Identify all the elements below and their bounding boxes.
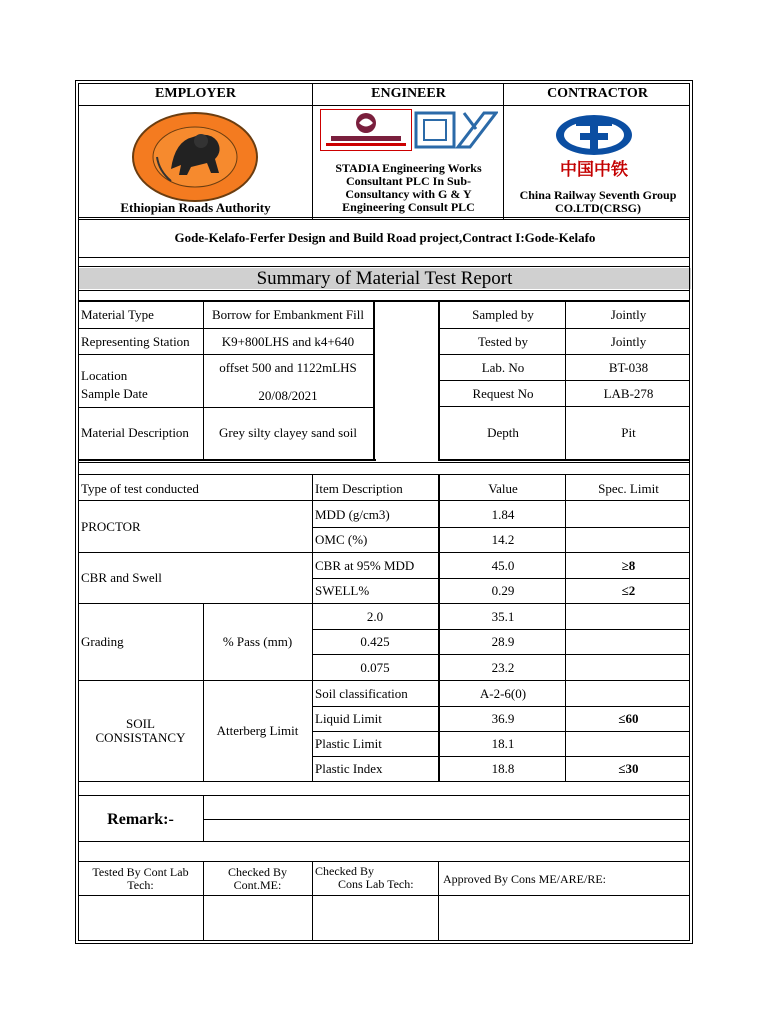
mdd-label: MDD (g/cm3): [315, 506, 390, 522]
employer-name: Ethiopian Roads Authority: [120, 200, 271, 215]
engineer-name: STADIA Engineering Works Consultant PLC In Sub-Consultancy with G & Y Engineering Consult PLC: [335, 161, 482, 214]
inner-frame: [78, 83, 690, 941]
report-page: [75, 80, 693, 944]
report-title: Summary of Material Test Report: [78, 268, 691, 289]
cbr-value: 45.0: [491, 557, 515, 573]
employer-label: EMPLOYER: [155, 86, 236, 101]
value-material-type: Borrow for Embankment Fill: [211, 307, 364, 322]
contractor-label: CONTRACTOR: [547, 86, 648, 101]
soil-consistency-label: SOIL CONSISTANCY: [95, 716, 186, 745]
mdd-value: 1.84: [491, 506, 515, 522]
value-depth: Pit: [621, 425, 636, 440]
omc-value: 14.2: [491, 531, 515, 547]
header-spec-limit: Spec. Limit: [598, 480, 659, 496]
label-request-no: Request No: [472, 386, 534, 401]
label-lab-no: Lab. No: [481, 360, 525, 375]
swell-label: SWELL%: [315, 582, 370, 598]
cbr-label: CBR and Swell: [81, 570, 162, 585]
project-title: Gode-Kelafo-Ferfer Design and Build Road project,Contract I:Gode-Kelafo: [174, 230, 596, 245]
label-tested-by: Tested by: [478, 334, 528, 349]
label-location: Location: [81, 368, 128, 383]
header-item-description: Item Description: [315, 480, 403, 496]
value-request-no: LAB-278: [603, 386, 654, 401]
sieve-size: 0.075: [360, 659, 390, 675]
value-location: offset 500 and 1122mLHS: [219, 360, 357, 375]
sieve-size: 2.0: [366, 608, 384, 624]
soil-item: Plastic Limit: [315, 735, 382, 751]
swell-value: 0.29: [491, 582, 515, 598]
sig-checked-lab-line1: Checked By: [315, 864, 374, 878]
value-sample-date: 20/08/2021: [258, 388, 318, 403]
remark-label: Remark:-: [107, 810, 174, 828]
engineer-label: ENGINEER: [371, 86, 446, 101]
value-lab-no: BT-038: [608, 360, 649, 375]
sieve-size: 0.425: [360, 633, 390, 649]
cbr-item-label: CBR at 95% MDD: [315, 557, 415, 573]
sieve-pass-value: 23.2: [491, 659, 515, 675]
sieve-pass-value: 28.9: [491, 633, 515, 649]
omc-label: OMC (%): [315, 531, 368, 547]
proctor-label: PROCTOR: [81, 519, 141, 534]
label-depth: Depth: [487, 425, 519, 440]
contractor-name: China Railway Seventh Group CO.LTD(CRSG): [519, 188, 677, 215]
value-tested-by: Jointly: [610, 334, 647, 349]
atterberg-label: Atterberg Limit: [216, 723, 299, 738]
soil-value: A-2-6(0): [479, 685, 527, 701]
sig-tested-by: Tested By Cont Lab Tech:: [92, 865, 189, 892]
svg-text:中国中铁: 中国中铁: [560, 160, 628, 179]
value-material-description: Grey silty clayey sand soil: [219, 425, 357, 440]
soil-item: Plastic Index: [315, 760, 383, 776]
swell-spec: ≤2: [621, 582, 636, 598]
header-test-type: Type of test conducted: [81, 480, 199, 496]
soil-value: 18.8: [491, 760, 515, 776]
sig-checked-lab-line2: Cons Lab Tech:: [338, 877, 414, 891]
grading-sub-label: % Pass (mm): [222, 634, 293, 649]
soil-spec: ≤30: [618, 760, 639, 776]
sig-approved-by: Approved By Cons ME/ARE/RE:: [443, 871, 607, 886]
value-station: K9+800LHS and k4+640: [221, 334, 355, 349]
label-sample-date: Sample Date: [81, 386, 148, 401]
soil-value: 36.9: [491, 710, 515, 726]
value-sampled-by: Jointly: [610, 307, 647, 322]
label-material-description: Material Description: [81, 425, 189, 440]
label-material-type: Material Type: [81, 307, 154, 322]
grading-label: Grading: [81, 634, 124, 649]
soil-item: Liquid Limit: [315, 710, 382, 726]
sig-checked-me: Checked By Cont.ME:: [228, 865, 287, 892]
label-sampled-by: Sampled by: [472, 307, 534, 322]
label-station: Representing Station: [81, 334, 190, 349]
cbr-spec: ≥8: [621, 557, 636, 573]
header-value: Value: [488, 480, 518, 496]
soil-value: 18.1: [491, 735, 515, 751]
soil-item: Soil classification: [315, 685, 408, 701]
sieve-pass-value: 35.1: [491, 608, 515, 624]
soil-spec: ≤60: [618, 710, 639, 726]
